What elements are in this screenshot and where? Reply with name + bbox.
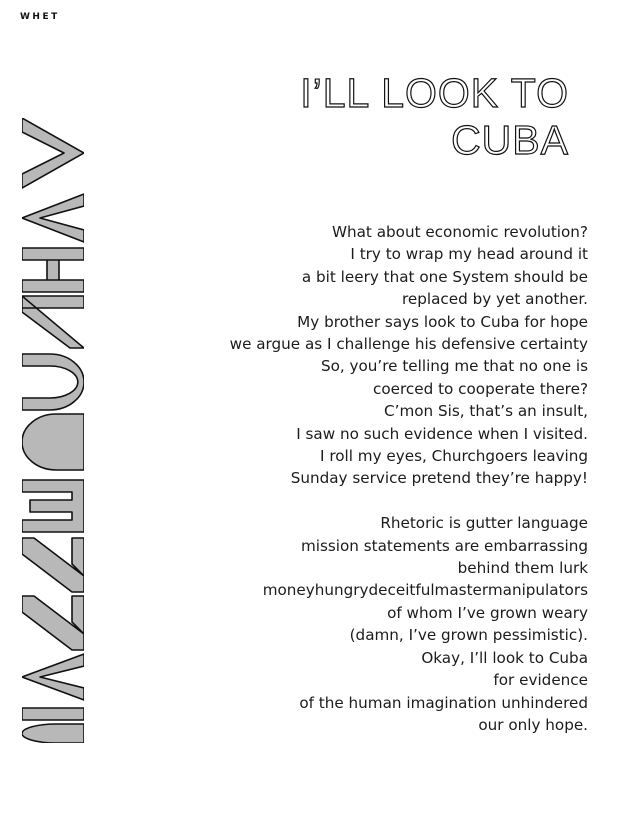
poem-line: coerced to cooperate there? (373, 379, 588, 398)
poem-title-line-1: I’LL LOOK TO (300, 70, 569, 116)
author-name-graphic (22, 118, 84, 743)
poem-line: behind them lurk (457, 559, 588, 578)
poem-line: of the human imagination unhindered (299, 693, 588, 712)
poem-line: a bit leery that one System should be (301, 267, 588, 286)
poem-line: moneyhungrydeceitfulmastermanipulators (262, 581, 588, 600)
poem-body (230, 221, 588, 759)
poem-line: for evidence (493, 671, 588, 690)
author-letter (22, 118, 84, 188)
poem-line: Okay, I’ll look to Cuba (421, 648, 588, 667)
poem-line: Sunday service pretend they’re happy! (290, 469, 588, 488)
poem-line: I try to wrap my head around it (350, 245, 588, 264)
poem-title (300, 70, 569, 164)
author-letter (22, 708, 84, 720)
poem-line: mission statements are embarrassing (300, 536, 588, 555)
author-letter (22, 354, 84, 410)
poem-title-line-2: CUBA (451, 117, 569, 163)
poem-line: we argue as I challenge his defensive certainty (229, 335, 588, 354)
poem-line: So, you’re telling me that no one is (320, 357, 588, 376)
author-letter (22, 538, 84, 592)
author-letter (22, 654, 84, 700)
author-letter (22, 596, 84, 650)
poem-stanza (230, 221, 588, 490)
author-letter (22, 296, 84, 348)
author-letter (22, 724, 84, 743)
magazine-masthead: WHET (20, 12, 60, 22)
poem-line: Rhetoric is gutter language (380, 514, 588, 533)
author-letter (22, 194, 84, 242)
author-letter (22, 480, 84, 532)
poem-line: I saw no such evidence when I visited. (296, 424, 588, 443)
poem-line: I roll my eyes, Churchgoers leaving (320, 447, 588, 466)
poem-line: (damn, I’ve grown pessimistic). (349, 626, 588, 645)
poem-line: our only hope. (478, 715, 588, 734)
poem-line: My brother says look to Cuba for hope (297, 312, 588, 331)
poem-line: What about economic revolution? (331, 223, 588, 241)
poem-line: C’mon Sis, that’s an insult, (384, 402, 588, 421)
author-letter (22, 414, 84, 470)
poem-stanza (230, 512, 588, 736)
poem-line: of whom I’ve grown weary (387, 603, 588, 622)
poem-line: replaced by yet another. (402, 290, 588, 309)
author-name-vertical (22, 118, 84, 743)
author-letter (22, 248, 84, 292)
